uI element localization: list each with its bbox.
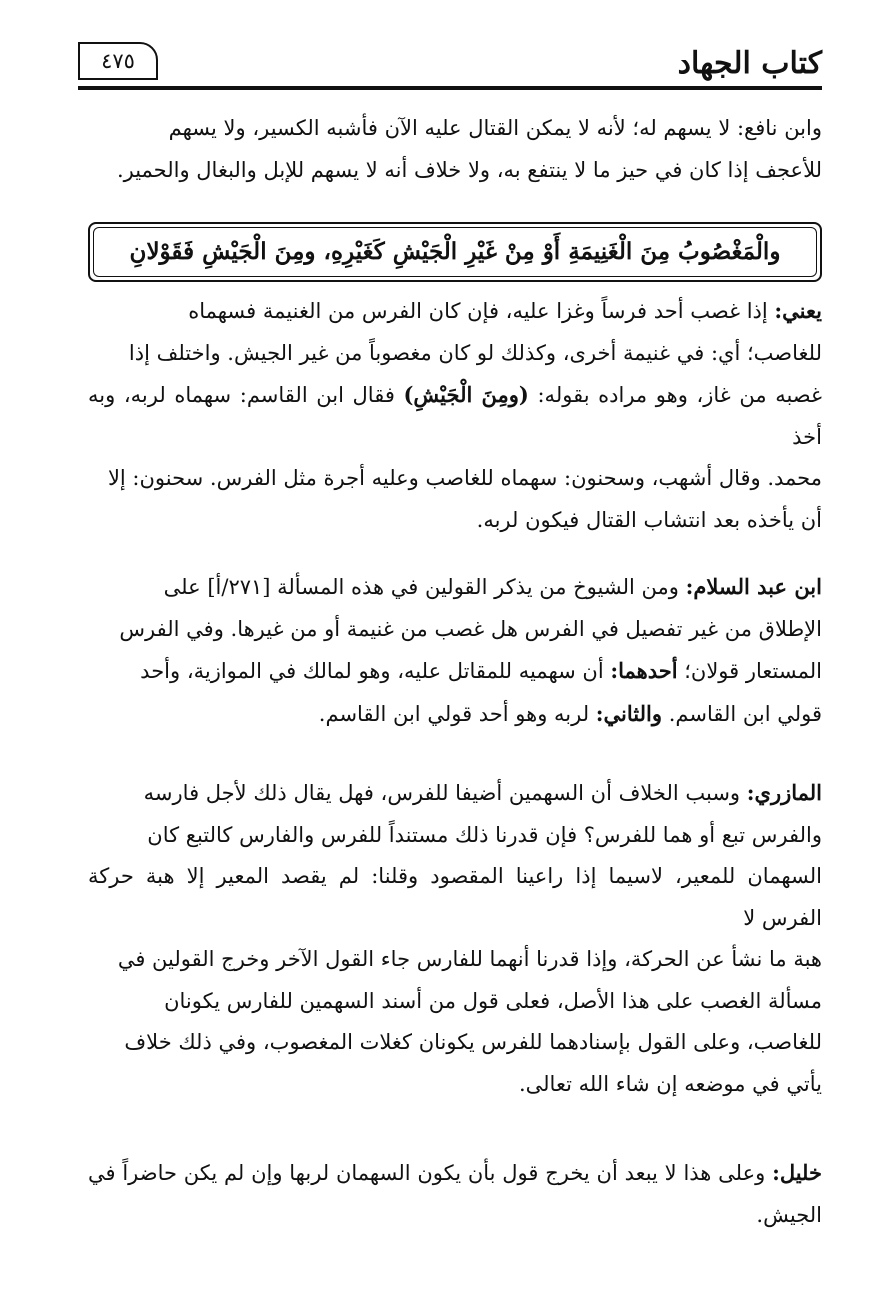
text-line: السهمان للمعير، لاسيما إذا راعينا المقصود وقلنا: لم يقصد المعير إلا هبة حركة الفرس لا bbox=[88, 864, 822, 930]
text-line bbox=[88, 566, 822, 609]
text-line bbox=[88, 374, 822, 458]
speaker-label: المازري: bbox=[746, 780, 822, 805]
text-segment: وعلى هذا لا يبعد أن يخرج قول بأن يكون السهمان لربها وإن لم يكن حاضراً في الجيش. bbox=[88, 1161, 822, 1227]
paragraph-ibn-abd-al-salam bbox=[88, 566, 822, 735]
text-line: الإطلاق من غير تفصيل في الفرس هل غصب من غنيمة أو من غيرها. وفي الفرس bbox=[119, 616, 822, 641]
text-segment: وسبب الخلاف أن السهمين أضيفا للفرس، فهل يقال ذلك لأجل فارسه bbox=[143, 781, 747, 805]
sub-label: والثاني: bbox=[595, 700, 663, 726]
text-segment: أن سهميه للمقاتل عليه، وهو لمالك في الموازية، وأحد bbox=[140, 659, 611, 683]
text-line: وابن نافع: لا يسهم له؛ لأنه لا يمكن القتال عليه الآن فأشبه الكسير، ولا يسهم bbox=[168, 116, 822, 140]
header-rule bbox=[78, 86, 822, 90]
text-line bbox=[88, 772, 822, 815]
text-segment: فقال ابن القاسم: سهماه لربه، وبه أخذ bbox=[88, 383, 822, 449]
page-number: ٤٧٥ bbox=[78, 42, 158, 80]
text-line: أن يأخذه بعد انتشاب القتال فيكون لربه. bbox=[476, 507, 822, 532]
matn-quote: (ومِنَ الْجَيْشِ) bbox=[403, 382, 529, 407]
text-line bbox=[88, 290, 822, 333]
paragraph-al-mazari bbox=[88, 772, 822, 1105]
paragraph-continuation bbox=[88, 108, 822, 191]
text-line: هبة ما نشأ عن الحركة، وإذا قدرنا أنهما للفارس جاء القول الآخر وخرج القولين في bbox=[117, 947, 822, 971]
text-line bbox=[88, 1152, 822, 1236]
chapter-title: كتاب الجهاد bbox=[677, 46, 822, 81]
matn-text: والْمَغْصُوبُ مِنَ الْغَنِيمَةِ أَوْ مِنْ غَيْرِ الْجَيْشِ كَغَيْرِهِ، ومِنَ الْجَيْشِ فَقَوْلانِ bbox=[129, 238, 781, 265]
speaker-label: ابن عبد السلام: bbox=[685, 574, 822, 599]
paragraph-khalil bbox=[88, 1152, 822, 1236]
text-line: والفرس تبع أو هما للفرس؟ فإن قدرنا ذلك مستنداً للفرس والفارس كالتبع كان bbox=[147, 822, 822, 847]
text-line: للغاصب؛ أي: في غنيمة أخرى، وكذلك لو كان مغصوباً من غير الجيش. واختلف إذا bbox=[128, 340, 822, 365]
text-line: مسألة الغصب على هذا الأصل، فعلى قول من أسند السهمين للفارس يكونان bbox=[164, 988, 822, 1013]
text-line bbox=[88, 693, 822, 736]
page-header bbox=[78, 38, 822, 94]
text-segment: لربه وهو أحد قولي ابن القاسم. bbox=[318, 701, 596, 726]
text-segment: قولي ابن القاسم. bbox=[662, 701, 822, 726]
text-line: للغاصب، وعلى القول بإسنادهما للفرس يكونان كغلات المغصوب، وفي ذلك خلاف bbox=[124, 1030, 822, 1054]
text-line bbox=[88, 650, 822, 693]
text-segment: إذا غصب أحد فرساً وغزا عليه، فإن كان الفرس من الغنيمة فسهماه bbox=[188, 299, 775, 323]
sub-label: أحدهما: bbox=[610, 658, 678, 683]
matn-box bbox=[88, 222, 822, 282]
text-segment: المستعار قولان؛ bbox=[677, 659, 822, 683]
text-line: محمد. وقال أشهب، وسحنون: سهماه للغاصب وعليه أجرة مثل الفرس. سحنون: إلا bbox=[107, 466, 822, 490]
text-line: يأتي في موضعه إن شاء الله تعالى. bbox=[518, 1071, 822, 1096]
text-segment: ومن الشيوخ من يذكر القولين في هذه المسألة [٢٧١/أ] على bbox=[163, 575, 686, 599]
speaker-label: يعني: bbox=[774, 298, 822, 323]
text-segment: غصبه من غاز، وهو مراده بقوله: bbox=[528, 383, 822, 407]
text-line: للأعجف إذا كان في حيز ما لا ينتفع به، ولا خلاف أنه لا يسهم للإبل والبغال والحمير. bbox=[116, 157, 822, 182]
speaker-label: خليل: bbox=[772, 1160, 822, 1185]
paragraph-explanation bbox=[88, 290, 822, 541]
